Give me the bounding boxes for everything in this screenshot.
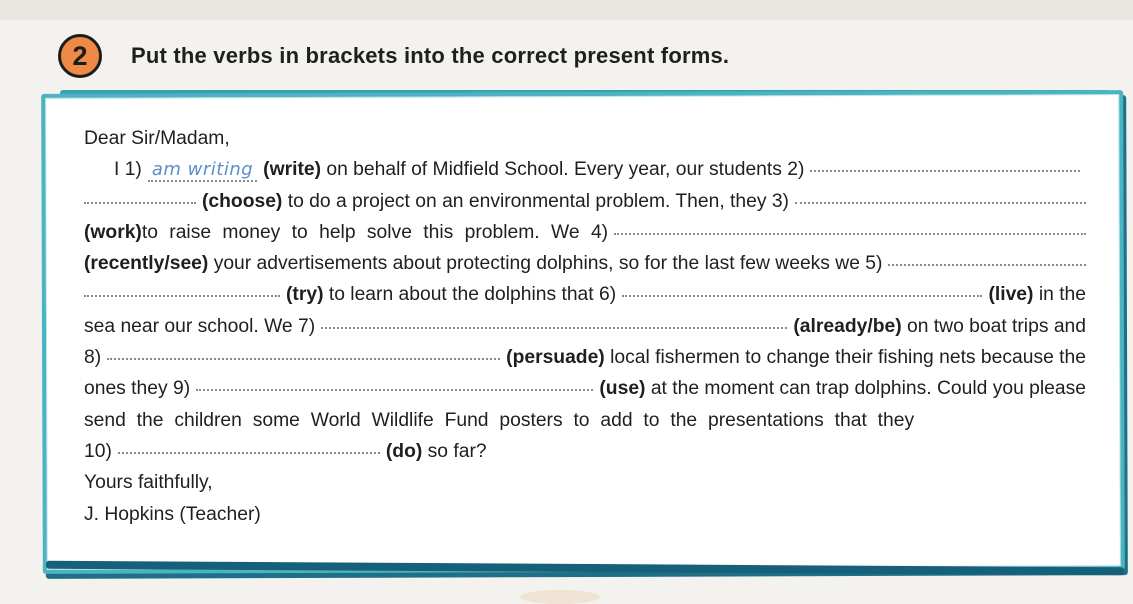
answer-blank-8[interactable]: [107, 357, 500, 360]
answer-blank-9[interactable]: [196, 388, 593, 391]
letter-line-8: ones they 9) (use) at the moment can trap dolphins. Could you please: [84, 378, 1086, 400]
letter-greeting: Dear Sir/Madam,: [84, 128, 230, 149]
page-top-band: [0, 0, 1133, 20]
letter-line-4: (recently/see) your advertisements about protecting dolphins, so for the last few weeks we 5): [84, 248, 1086, 279]
letter-line-10: 10) (do) so far?: [84, 440, 487, 462]
letter-line-1: I 1) am writing (write) on behalf of Midfield School. Every year, our students 2): [84, 154, 1086, 185]
letter-closing: Yours faithfully,: [84, 472, 213, 494]
letter-line-5: (try) to learn about the dolphins that 6) (live) in the: [84, 279, 1086, 310]
letter-line-2: (choose) to do a project on an environmental problem. Then, they 3): [84, 186, 1086, 217]
answer-blank-3[interactable]: [795, 201, 1086, 204]
answer-blank-7[interactable]: [321, 326, 787, 329]
answer-blank-10[interactable]: [118, 451, 380, 454]
page-bottom-decoration: [520, 590, 600, 604]
letter-line-3: (work) to raise money to help solve this problem. We 4): [84, 217, 1086, 248]
answer-1: am writing: [151, 159, 254, 181]
answer-blank-4[interactable]: [614, 232, 1086, 235]
exercise-number: 2: [72, 40, 88, 71]
answer-blank-6[interactable]: [622, 294, 982, 297]
answer-blank-5[interactable]: [888, 263, 1086, 266]
letter-line-6: sea near our school. We 7) (already/be) on two boat trips and: [84, 315, 1086, 337]
answer-blank-1[interactable]: [148, 160, 257, 182]
exercise-number-badge: [58, 34, 102, 78]
answer-blank-2-cont[interactable]: [84, 201, 196, 204]
letter-line-7: 8) (persuade) local fishermen to change their fishing nets because the: [84, 347, 1086, 369]
letter-body: [84, 123, 1086, 530]
answer-blank-2[interactable]: [810, 169, 1080, 172]
exercise-instruction: Put the verbs in brackets into the correct present forms.: [131, 43, 730, 68]
letter-signature: J. Hopkins (Teacher): [84, 503, 261, 525]
letter-line-9: send the children some World Wildlife Fund posters to add to the presentations that they: [84, 409, 915, 431]
answer-blank-5-cont[interactable]: [84, 294, 280, 297]
